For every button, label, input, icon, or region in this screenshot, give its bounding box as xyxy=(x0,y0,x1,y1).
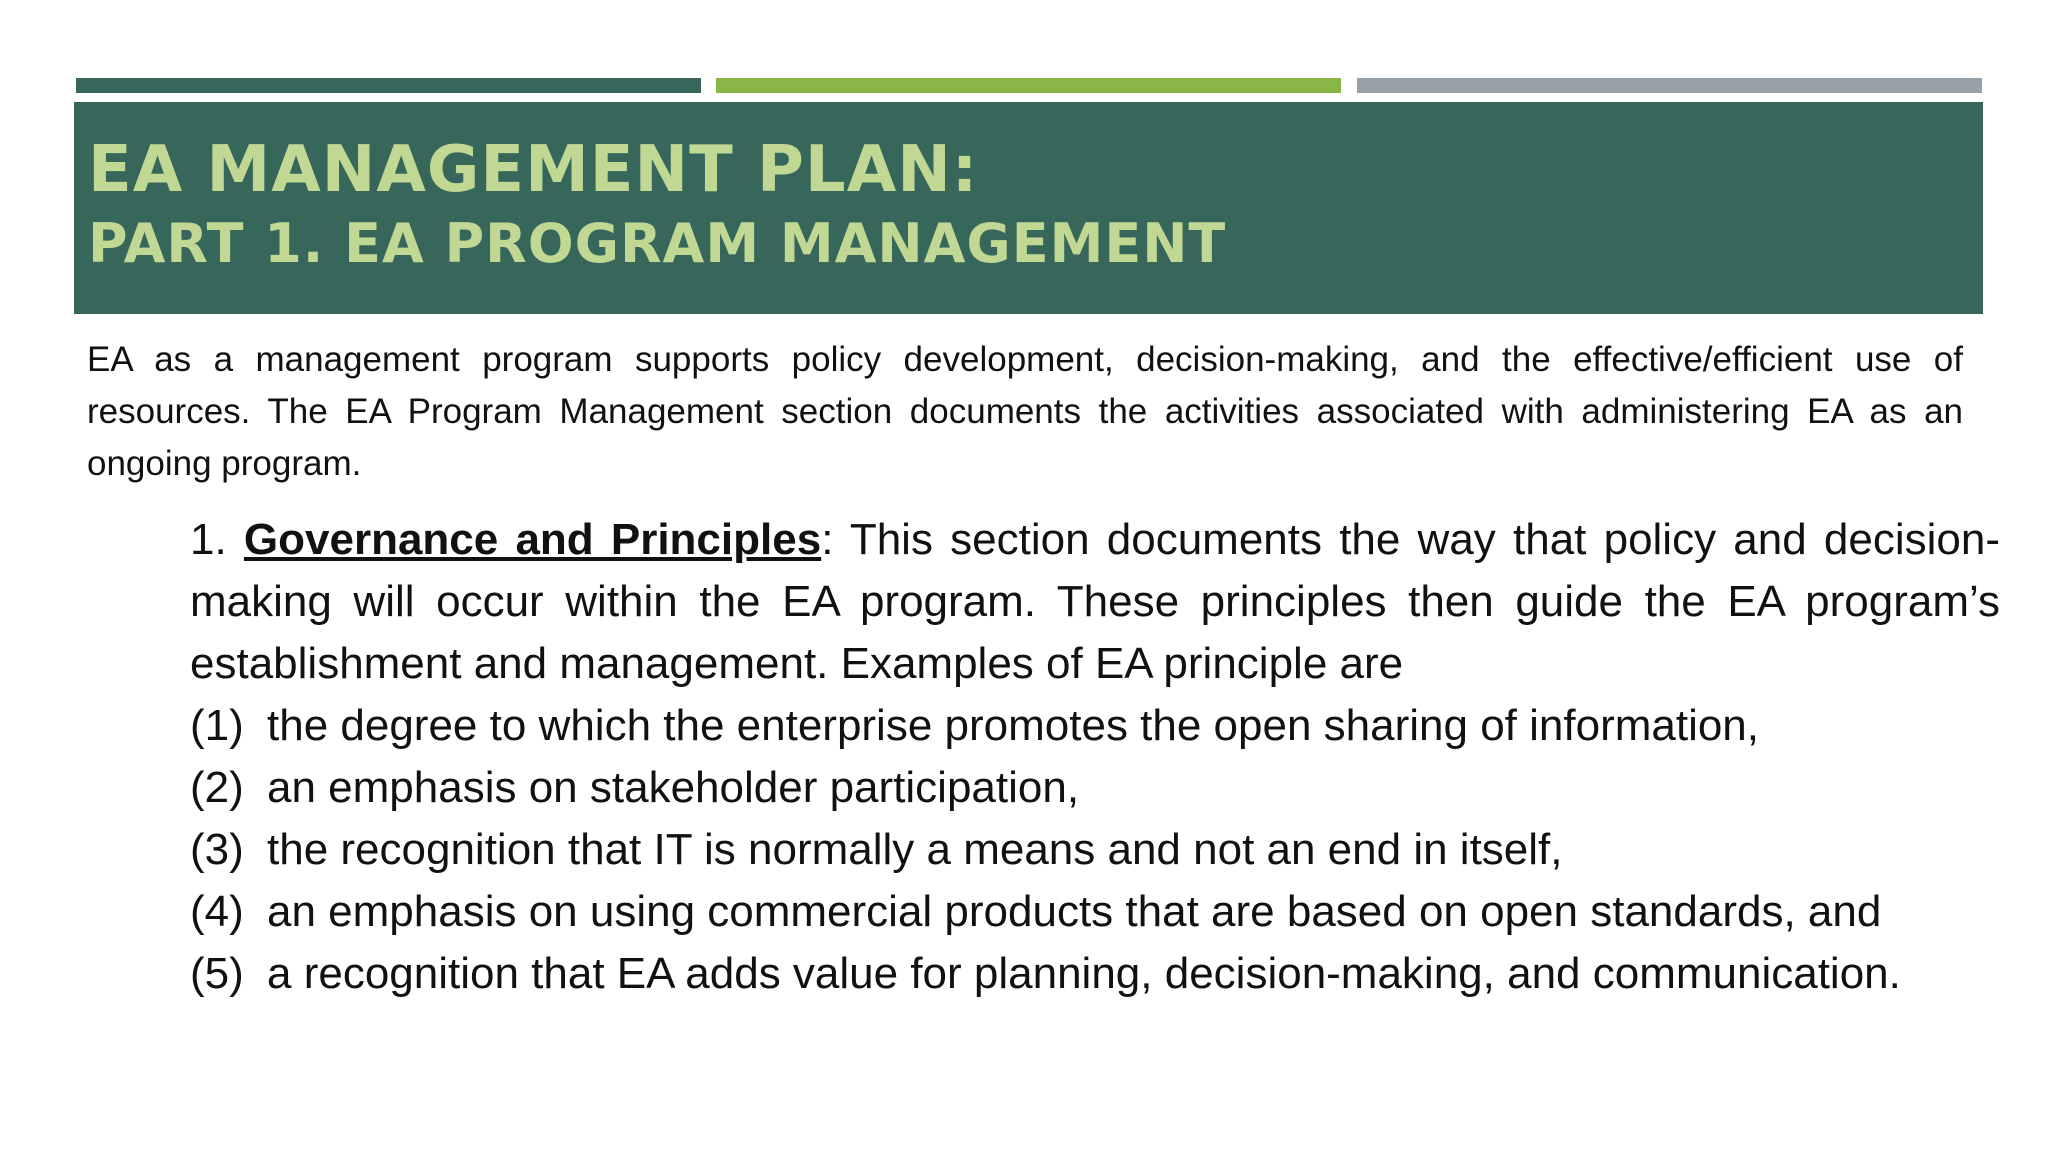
list-item xyxy=(190,757,2000,819)
slide-subtitle: PART 1. EA PROGRAM MANAGEMENT xyxy=(88,212,1227,275)
list-item-number: (1) xyxy=(190,701,244,750)
list-item-text: the recognition that IT is normally a means and not an end in itself, xyxy=(267,825,1563,874)
slide-title: EA MANAGEMENT PLAN: xyxy=(88,133,979,207)
intro-paragraph: EA as a management program supports policy development, decision-making, and the effective/efficient use of resources. The EA Program Management section documents the activities associated with administering EA as an ongoing program. xyxy=(87,340,1963,483)
list-item-text: an emphasis on using commercial products that are based on open standards, and xyxy=(267,887,1882,936)
list-item-text: a recognition that EA adds value for planning, decision-making, and communication. xyxy=(267,949,1901,998)
principle-examples-list xyxy=(190,695,2000,1005)
section-heading: Governance and Principles xyxy=(243,515,822,564)
list-item-number: (5) xyxy=(190,949,244,998)
section-paragraph xyxy=(190,509,2000,695)
list-item-number: (2) xyxy=(190,763,244,812)
list-item-text: the degree to which the enterprise promotes the open sharing of information, xyxy=(267,701,1760,750)
accent-bar-gray xyxy=(1357,78,1982,93)
title-banner xyxy=(74,102,1983,314)
governance-section xyxy=(190,509,2000,1005)
accent-bar-dark-green xyxy=(76,78,701,93)
list-item xyxy=(190,943,2000,1005)
section-number: 1. xyxy=(190,515,227,564)
list-item-number: (3) xyxy=(190,825,244,874)
list-item-text: an emphasis on stakeholder participation, xyxy=(267,763,1080,812)
list-item xyxy=(190,695,2000,757)
list-item-number: (4) xyxy=(190,887,244,936)
section-body: This section documents the way that policy and decision-making will occur within the EA program. These principles then guide the EA program’s establishment and management. Examples of EA principle are xyxy=(190,515,2000,688)
section-colon: : xyxy=(821,515,834,564)
list-item xyxy=(190,881,2000,943)
accent-bar-light-green xyxy=(716,78,1341,93)
list-item xyxy=(190,819,2000,881)
